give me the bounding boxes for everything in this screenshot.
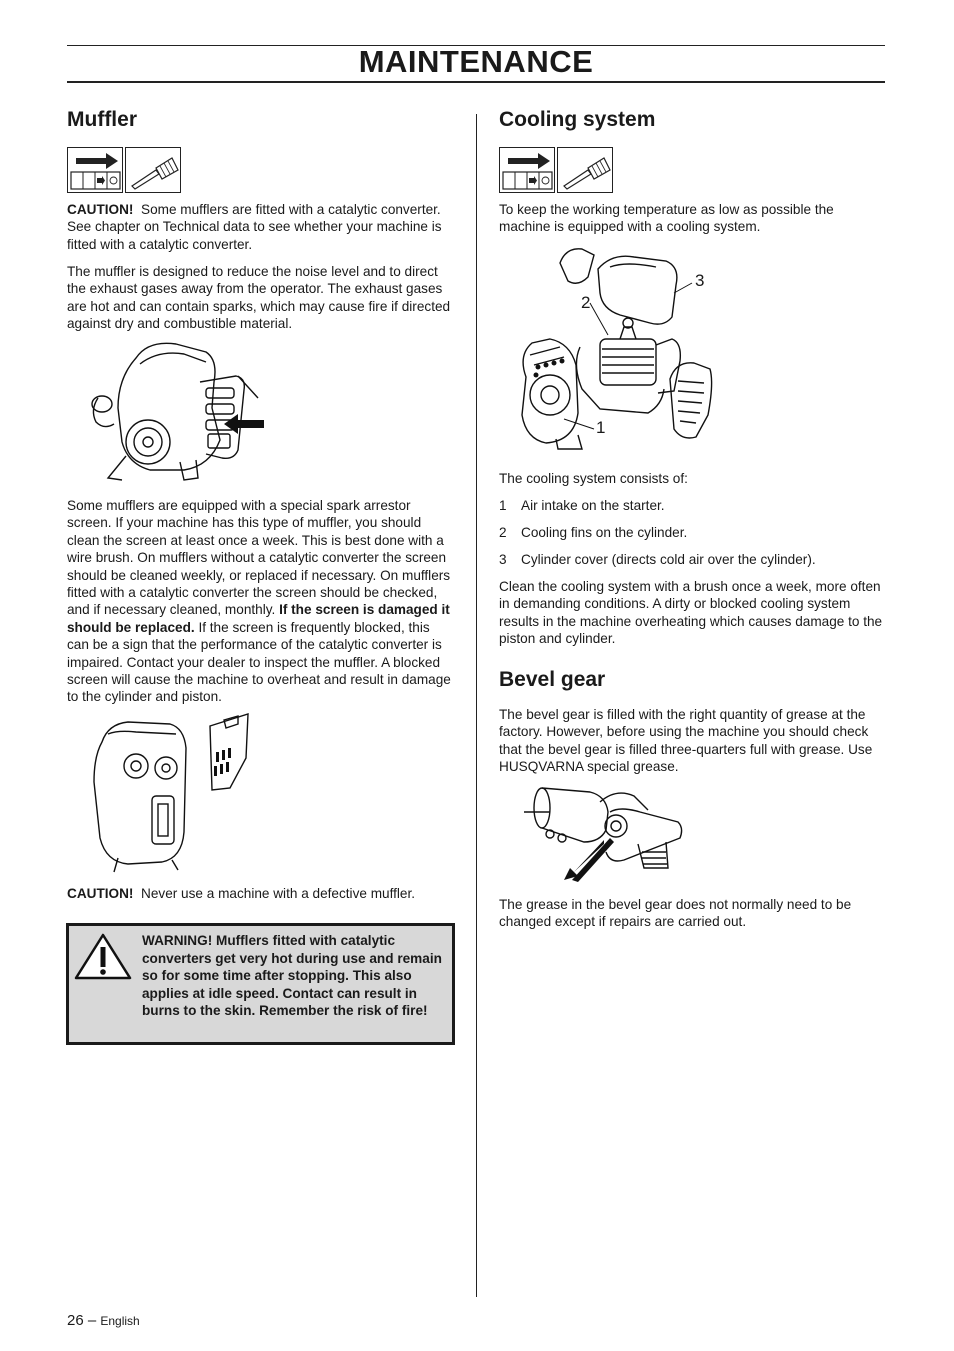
cooling-heading: Cooling system xyxy=(499,108,656,131)
cooling-brush-icon-box xyxy=(557,147,613,193)
engine-muffler-illustration xyxy=(88,338,278,488)
footer-language: English xyxy=(100,1314,140,1328)
title-underline xyxy=(67,81,885,83)
warning-text: WARNING! Mufflers fitted with catalytic converters get very hot during use and remain so for some time after stopping. This also applies at idle speed. Contact can result in burns to the skin. Remember the risk of fire! xyxy=(142,933,442,1019)
column-divider xyxy=(476,114,477,1297)
callout-1: 1 xyxy=(596,418,606,437)
muffler-paragraph-1: The muffler is designed to reduce the noise level and to direct the exhaust gases away from the operator. The exhaust gases are hot and can contain sparks, which may cause fire if directed against dry and combustible material. xyxy=(67,264,451,332)
brush-icon-box xyxy=(125,147,181,193)
arrow-schedule-icon xyxy=(68,148,124,194)
cooling-consists: The cooling system consists of: xyxy=(499,471,688,486)
page-number: 26 xyxy=(67,1312,84,1329)
bevel-paragraph-1: The bevel gear is filled with the right quantity of grease at the factory. However, before using the machine you should check that the bevel gear is filled three-quarters full with grease. Use HUSQVARNA special grease. xyxy=(499,707,873,775)
warning-box xyxy=(66,923,455,1045)
callout-2: 2 xyxy=(581,293,591,312)
muffler-heading: Muffler xyxy=(67,108,137,131)
schedule-icon xyxy=(67,147,123,193)
wire-brush-icon xyxy=(558,148,614,194)
wire-brush-icon xyxy=(126,148,182,194)
muffler-caution-2: CAUTION! Never use a machine with a defective muffler. xyxy=(67,886,416,901)
cooling-intro: To keep the working temperature as low as possible the machine is equipped with a cooling system. xyxy=(499,202,834,235)
page-footer: 26 – English xyxy=(67,1312,140,1329)
cooling-clean-paragraph: Clean the cooling system with a brush once a week, more often in demanding conditions. A dirty or blocked cooling system results in the machine overheating which causes damage to the piston and cylinder. xyxy=(499,579,883,647)
bevel-gear-illustration xyxy=(520,782,690,882)
page-title: MAINTENANCE xyxy=(358,44,594,79)
warning-triangle-icon xyxy=(73,932,133,982)
bevel-heading: Bevel gear xyxy=(499,668,606,691)
muffler-caution-1: CAUTION! Some mufflers are fitted with a catalytic converter. See chapter on Technical data to see whether your machine is fitted with a catalytic converter. xyxy=(67,202,442,252)
arrow-schedule-icon xyxy=(500,148,556,194)
muffler-paragraph-2: Some mufflers are equipped with a special spark arrestor screen. If your machine has this type of muffler, you should clean the screen at least once a week. This is best done with a wire brush. On mufflers without a catalytic converter the screen should be cleaned weekly, or replaced if necessary. On mufflers fitted with a catalytic converter the screen should be checked, and if necessary cleaned, monthly. If the screen is damaged it should be replaced. If the screen is frequently blocked, this can be a sign that the performance of the catalytic converter is impaired. Contact your dealer to inspect the muffler. A blocked screen will cause the machine to overheat and result in damage to the cylinder and piston. xyxy=(67,498,451,705)
cooling-schedule-icon xyxy=(499,147,555,193)
muffler-screen-illustration xyxy=(88,712,258,872)
bevel-paragraph-2: The grease in the bevel gear does not normally need to be changed except if repairs are carried out. xyxy=(499,897,852,930)
cooling-system-illustration xyxy=(516,243,716,455)
callout-3: 3 xyxy=(695,271,705,290)
